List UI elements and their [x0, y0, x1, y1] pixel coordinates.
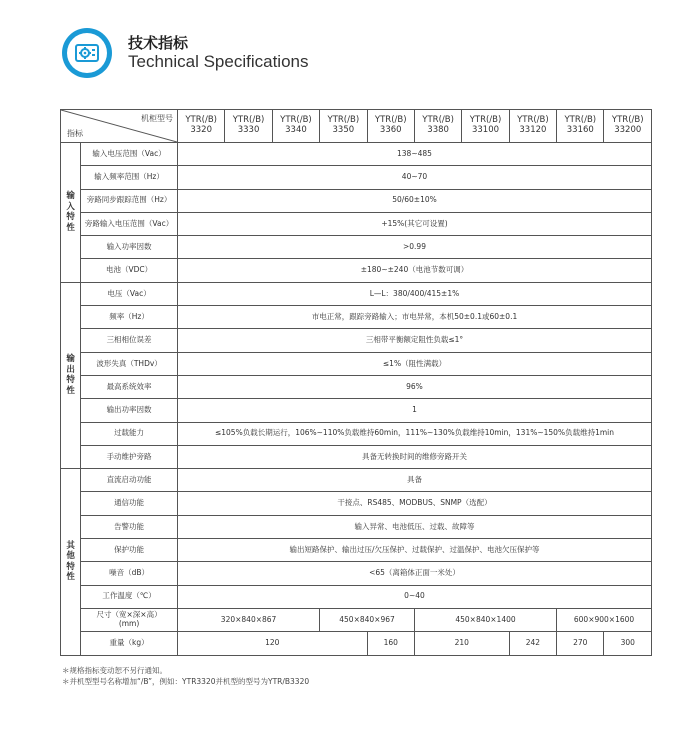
feature-value: >0.99	[177, 236, 651, 259]
feature-label: 波形失真（THDv）	[81, 352, 178, 375]
feature-value: 0~40	[177, 585, 651, 608]
feature-label: 通信功能	[81, 492, 178, 515]
feature-value: ≤105%负载长期运行，106%~110%负载维持60min，111%~130%负载维持10min，131%~150%负载维持1min	[177, 422, 651, 445]
feature-label: 旁路同步跟踪范围（Hz）	[81, 189, 178, 212]
model-header: YTR(/B) 33100	[462, 110, 509, 143]
model-header: YTR(/B) 3330	[225, 110, 272, 143]
feature-label: 电池（VDC）	[81, 259, 178, 282]
table-row	[61, 515, 652, 538]
page-title: 技术指标	[128, 34, 189, 52]
gear-cabinet-icon	[62, 28, 112, 78]
table-row	[61, 189, 652, 212]
size-value: 450×840×967	[320, 608, 415, 631]
model-header: YTR(/B) 3380	[414, 110, 461, 143]
feature-label: 三相相位误差	[81, 329, 178, 352]
table-row-weight	[61, 632, 652, 655]
feature-value: L—L：380/400/415±1%	[177, 282, 651, 305]
weight-value: 242	[509, 632, 556, 655]
table-row	[61, 562, 652, 585]
table-row	[61, 259, 652, 282]
table-row	[61, 236, 652, 259]
weight-label: 重量（kg）	[81, 632, 178, 655]
table-row	[61, 143, 652, 166]
table-row	[61, 492, 652, 515]
feature-value: 市电正常，跟踪旁路输入；市电异常，本机50±0.1或60±0.1	[177, 306, 651, 329]
feature-value: 具备无转换时间的维修旁路开关	[177, 445, 651, 468]
weight-value: 270	[557, 632, 604, 655]
corner-model-label: 机柜型号	[140, 114, 173, 123]
table-row	[61, 585, 652, 608]
group-output-label: 输 出 特 性	[61, 282, 81, 468]
feature-value: 40~70	[177, 166, 651, 189]
feature-label: 输入功率因数	[81, 236, 178, 259]
table-row	[61, 166, 652, 189]
feature-value: 干接点、RS485、MODBUS、SNMP（选配）	[177, 492, 651, 515]
feature-label: 旁路输入电压范围（Vac）	[81, 212, 178, 235]
footnotes	[62, 665, 309, 688]
model-header: YTR(/B) 3360	[367, 110, 414, 143]
table-row	[61, 306, 652, 329]
table-row	[61, 352, 652, 375]
model-header: YTR(/B) 3340	[272, 110, 319, 143]
feature-label: 最高系统效率	[81, 375, 178, 398]
weight-value: 160	[367, 632, 414, 655]
feature-value: 具备	[177, 469, 651, 492]
feature-value: 输入异常、电池低压、过载、故障等	[177, 515, 651, 538]
table-row-size	[61, 608, 652, 631]
feature-label: 工作温度（℃）	[81, 585, 178, 608]
feature-value: 138~485	[177, 143, 651, 166]
weight-value: 120	[177, 632, 367, 655]
weight-value: 300	[604, 632, 652, 655]
feature-value: 96%	[177, 375, 651, 398]
table-row	[61, 282, 652, 305]
feature-value: 1	[177, 399, 651, 422]
feature-label: 过载能力	[81, 422, 178, 445]
weight-value: 210	[414, 632, 509, 655]
corner-cell	[61, 110, 178, 143]
feature-label: 告警功能	[81, 515, 178, 538]
table-row	[61, 539, 652, 562]
size-value: 450×840×1400	[414, 608, 556, 631]
size-value: 600×900×1600	[557, 608, 652, 631]
feature-value: ±180~±240（电池节数可调）	[177, 259, 651, 282]
feature-value: <65（离箱体正面一米处）	[177, 562, 651, 585]
size-value: 320×840×867	[177, 608, 319, 631]
table-row	[61, 445, 652, 468]
table-row	[61, 212, 652, 235]
feature-label: 输出功率因数	[81, 399, 178, 422]
table-row	[61, 399, 652, 422]
group-other-label: 其 他 特 性	[61, 469, 81, 655]
footnote: ＊并机型型号名称增加“/B”，例如：YTR3320并机型的型号为YTR/B3320	[62, 677, 310, 687]
feature-label: 保护功能	[81, 539, 178, 562]
feature-label: 噪音（dB）	[81, 562, 178, 585]
model-header: YTR(/B) 3350	[320, 110, 367, 143]
feature-label: 直流启动功能	[81, 469, 178, 492]
table-row	[61, 329, 652, 352]
feature-label: 频率（Hz）	[81, 306, 178, 329]
model-header: YTR(/B) 3320	[177, 110, 224, 143]
page-subtitle: Technical Specifications	[128, 52, 309, 71]
feature-label: 输入电压范围（Vac）	[81, 143, 178, 166]
feature-value: 三相带平衡额定阻性负载≤1°	[177, 329, 651, 352]
model-header: YTR(/B) 33160	[557, 110, 604, 143]
footnote: ＊规格指标变动恕不另行通知。	[62, 666, 167, 675]
feature-value: 50/60±10%	[177, 189, 651, 212]
size-label: 尺寸（宽×深×高） (mm)	[81, 608, 178, 631]
table-row	[61, 422, 652, 445]
table-header-row	[61, 110, 652, 143]
feature-value: ≤1%（阻性满载）	[177, 352, 651, 375]
model-header: YTR(/B) 33200	[604, 110, 652, 143]
table-row	[61, 375, 652, 398]
feature-label: 手动维护旁路	[81, 445, 178, 468]
table-row	[61, 469, 652, 492]
corner-spec-label: 指标	[67, 128, 83, 138]
feature-value: 输出短路保护、输出过压/欠压保护、过载保护、过温保护、电池欠压保护等	[177, 539, 651, 562]
feature-label: 输入频率范围（Hz）	[81, 166, 178, 189]
feature-value: +15%(其它可设置)	[177, 212, 651, 235]
feature-label: 电压（Vac）	[81, 282, 178, 305]
group-input-label: 输 入 特 性	[61, 143, 81, 283]
model-header: YTR(/B) 33120	[509, 110, 556, 143]
spec-table	[60, 109, 652, 656]
